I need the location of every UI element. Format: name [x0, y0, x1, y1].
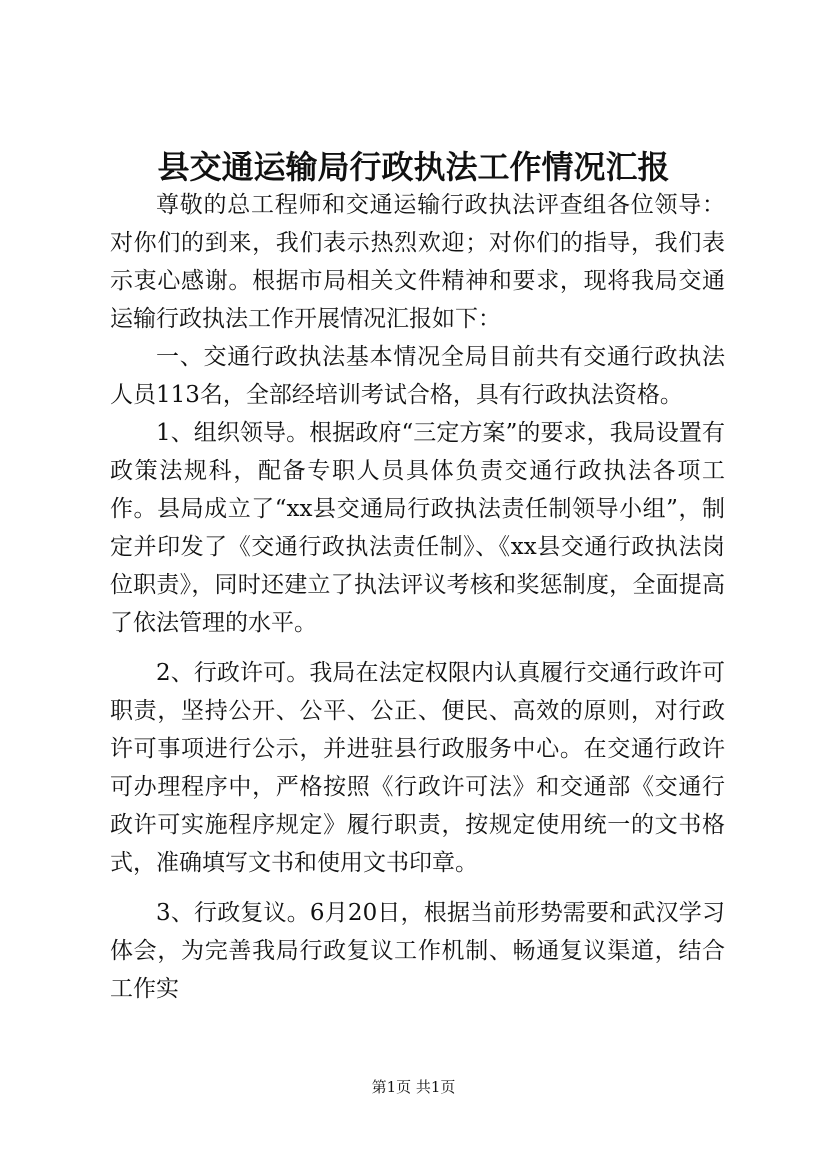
paragraph-greeting: 尊敬的总工程师和交通运输行政执法评查组各位领导：对你们的到来，我们表示热烈欢迎；对你们的指导，我们表示衷心感谢。根据市局相关文件精神和要求，现将我局交通运输行政执法工作开展情况汇报如下： [110, 192, 725, 332]
document-body [110, 186, 725, 1008]
paragraph-administrative-permit: 2、行政许可。我局在法定权限内认真履行交通行政许可职责，坚持公开、公平、公正、便民、高效的原则，对行政许可事项进行公示，并进驻县行政服务中心。在交通行政许可办理程序中，严格按照《行政许可法》和交通部《交通行政许可实施程序规定》履行职责，按规定使用统一的文书格式，准确填写文书和使用文书印章。 [110, 660, 725, 876]
paragraph-administrative-review: 3、行政复议。6月20日，根据当前形势需要和武汉学习体会，为完善我局行政复议工作机制、畅通复议渠道，结合工作实 [110, 900, 725, 1002]
document-title: 县交通运输局行政执法工作情况汇报 [157, 148, 670, 186]
paragraph-section-1: 一、交通行政执法基本情况全局目前共有交通行政执法人员113名，全部经培训考试合格，具有行政执法资格。 [110, 344, 725, 408]
paragraph-organization: 1、组织领导。根据政府“三定方案”的要求，我局设置有政策法规科，配备专职人员具体负责交通行政执法各项工作。县局成立了“xx县交通局行政执法责任制领导小组”，制定并印发了《交通行政执法责任制》、《xx县交通行政执法岗位职责》，同时还建立了执法评议考核和奖惩制度，全面提高了依法管理的水平。 [110, 420, 725, 636]
page-footer: 第1页 共1页 [371, 1078, 456, 1096]
